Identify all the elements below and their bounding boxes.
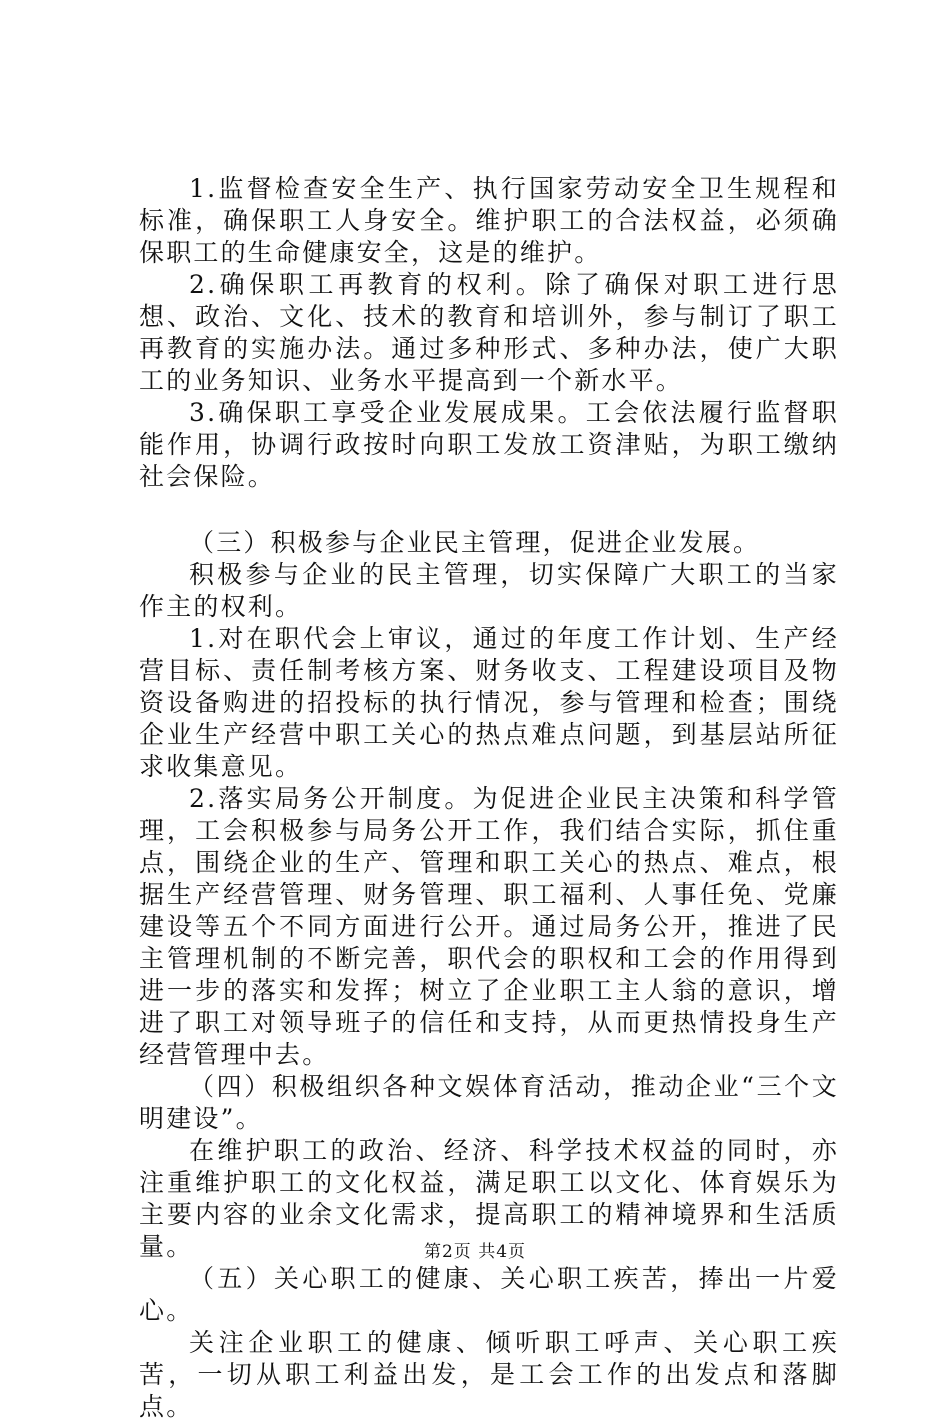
paragraph-item-2: 2.确保职工再教育的权利。除了确保对职工进行思想、政治、文化、技术的教育和培训外，参与制订了职工再教育的实施办法。通过多种形式、多种办法，使广大职工的业务知识、业务水平提高到一个新水平。	[139, 270, 839, 395]
paragraph-body-4: 在维护职工的政治、经济、科学技术权益的同时，亦注重维护职工的文化权益，满足职工以文化、体育娱乐为主要内容的业余文化需求，提高职工的精神境界和生活质量。	[139, 1136, 839, 1261]
page-number-footer: 第2页 共4页	[423, 1242, 527, 1262]
paragraph-intro-3: 积极参与企业的民主管理，切实保障广大职工的当家作主的权利。	[139, 560, 839, 621]
paragraph-item-3: 3.确保职工享受企业发展成果。工会依法履行监督职能作用，协调行政按时向职工发放工资津贴，为职工缴纳社会保险。	[139, 398, 839, 491]
section-heading-5: （五）关心职工的健康、关心职工疾苦，捧出一片爱心。	[139, 1264, 839, 1325]
section-heading-4: （四）积极组织各种文娱体育活动，推动企业“三个文明建设”。	[139, 1072, 839, 1133]
paragraph-item-1: 1.监督检查安全生产、执行国家劳动安全卫生规程和标准，确保职工人身安全。维护职工的合法权益，必须确保职工的生命健康安全，这是的维护。	[139, 174, 839, 267]
paragraph-item-3-1: 1.对在职代会上审议，通过的年度工作计划、生产经营目标、责任制考核方案、财务收支、工程建设项目及物资设备购进的招投标的执行情况，参与管理和检查；围绕企业生产经营中职工关心的热点难点问题，到基层站所征求收集意见。	[139, 624, 839, 781]
document-body	[139, 173, 839, 1423]
paragraph-gap	[139, 493, 839, 527]
paragraph-item-3-2: 2.落实局务公开制度。为促进企业民主决策和科学管理，工会积极参与局务公开工作，我们结合实际，抓住重点，围绕企业的生产、管理和职工关心的热点、难点，根据生产经营管理、财务管理、职工福利、人事任免、党廉建设等五个不同方面进行公开。通过局务公开，推进了民主管理机制的不断完善，职代会的职权和工会的作用得到进一步的落实和发挥；树立了企业职工主人翁的意识，增进了职工对领导班子的信任和支持，从而更热情投身生产经营管理中去。	[139, 784, 839, 1069]
section-heading-3: （三）积极参与企业民主管理，促进企业发展。	[189, 528, 761, 557]
paragraph-body-5: 关注企业职工的健康、倾听职工呼声、关心职工疾苦，一切从职工利益出发，是工会工作的出发点和落脚点。	[139, 1328, 839, 1421]
